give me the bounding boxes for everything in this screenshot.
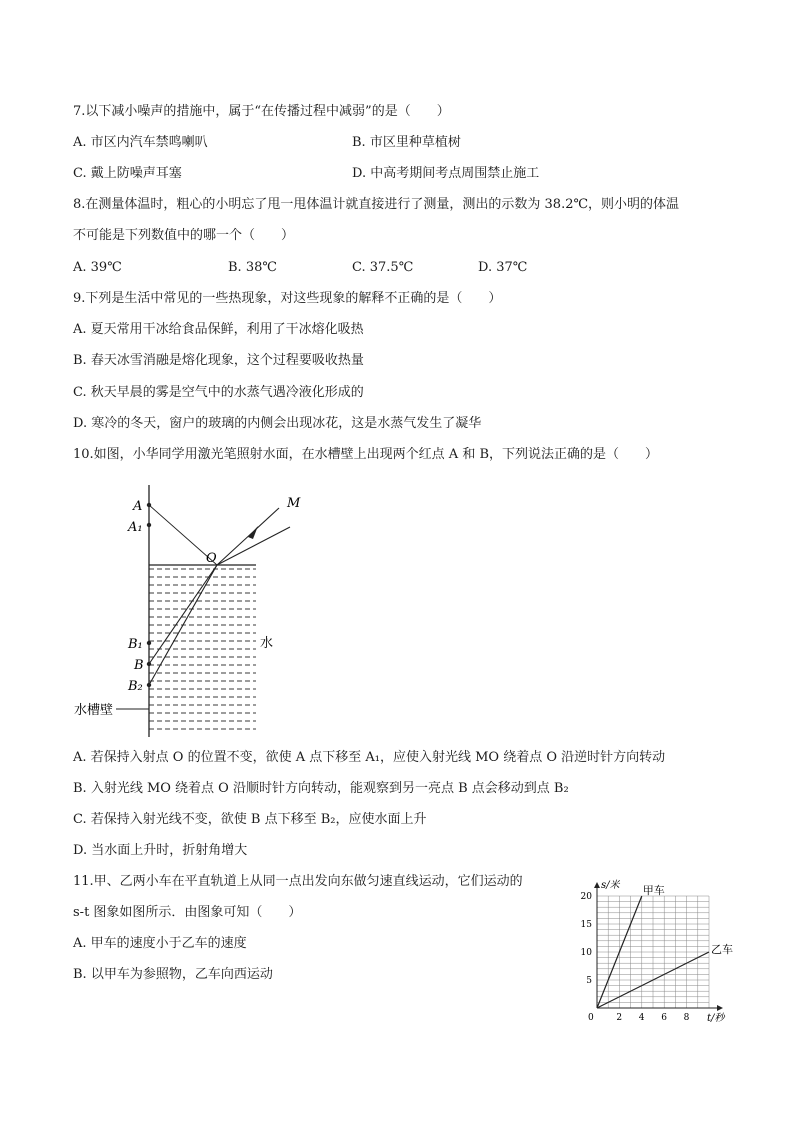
q8-option-b: B. 38℃ (228, 260, 277, 275)
x-tick-label: 8 (683, 1013, 690, 1023)
q10-option-d: D. 当水面上升时，折射角增大 (73, 843, 248, 858)
label-A: A (133, 499, 143, 514)
label-B2: B₂ (128, 679, 143, 694)
q9-stem: 9.下列是生活中常见的一些热现象，对这些现象的解释不正确的是（ ） (73, 291, 502, 306)
y-axis-arrow (594, 882, 600, 888)
point-B2 (147, 683, 151, 687)
point-A (147, 503, 151, 507)
st-chart (575, 872, 733, 1024)
q8-option-d: D. 37℃ (478, 260, 528, 275)
q8-stem-line2: 不可能是下列数值中的哪一个（ ） (73, 228, 295, 243)
label-water: 水 (260, 636, 274, 651)
refraction-figure (60, 485, 320, 740)
x-tick-label: 0 (588, 1013, 594, 1023)
q10-option-c: C. 若保持入射光线不变，欲使 B 点下移至 B₂，应使水面上升 (73, 812, 427, 827)
y-tick-label: 20 (580, 892, 592, 902)
incident-arrow (248, 526, 258, 539)
label-wall: 水槽壁 (74, 703, 114, 718)
y-axis-label: s/米 (601, 880, 620, 891)
q8-option-c: C. 37.5℃ (352, 260, 414, 275)
q7-stem: 7.以下减小噪声的措施中，属于“在传播过程中减弱”的是（ ） (73, 104, 450, 119)
q7-option-b: B. 市区里种草植树 (352, 135, 461, 150)
q7-option-d: D. 中高考期间考点周围禁止施工 (352, 166, 540, 181)
q10-stem: 10.如图，小华同学用激光笔照射水面，在水槽壁上出现两个红点 A 和 B，下列说法正确的是（ ） (73, 447, 659, 462)
label-O: O (206, 551, 217, 566)
incident-ray (217, 508, 279, 565)
x-tick-label: 6 (661, 1013, 667, 1023)
y-tick-label: 10 (580, 948, 592, 958)
label-B1: B₁ (128, 637, 143, 652)
label-B: B (134, 658, 144, 673)
y-tick-label: 5 (586, 976, 592, 986)
point-A1 (147, 523, 151, 527)
point-B1 (147, 641, 151, 645)
point-B (147, 662, 151, 666)
q8-option-a: A. 39℃ (73, 260, 122, 275)
x-tick-label: 4 (638, 1013, 645, 1023)
x-tick-label: 2 (616, 1013, 623, 1023)
series-label: 甲车 (642, 884, 665, 897)
label-M: M (287, 496, 301, 511)
q9-option-d: D. 寒冷的冬天，窗户的玻璃的内侧会出现冰花，这是水蒸气发生了凝华 (73, 416, 482, 431)
q11-option-a: A. 甲车的速度小于乙车的速度 (73, 936, 247, 951)
y-tick-label: 15 (580, 920, 592, 930)
x-axis-arrow (717, 1005, 723, 1011)
q8-stem-line1: 8.在测量体温时，粗心的小明忘了甩一甩体温计就直接进行了测量，测出的示数为 38.2℃，则小明的体温 (73, 197, 680, 212)
q9-option-b: B. 春天冰雪消融是熔化现象，这个过程要吸收热量 (73, 353, 364, 368)
q11-option-b: B. 以甲车为参照物，乙车向西运动 (73, 967, 273, 982)
q9-option-a: A. 夏天常用干冰给食品保鲜，利用了干冰熔化吸热 (73, 322, 364, 337)
q7-option-c: C. 戴上防噪声耳塞 (73, 166, 182, 181)
q10-option-b: B. 入射光线 MO 绕着点 O 沿顺时针方向转动，能观察到另一亮点 B 点会移动到点 B₂ (73, 781, 569, 796)
q11-stem-line2: s-t 图象如图所示．由图象可知（ ） (73, 905, 302, 920)
x-axis-label: t/秒 (707, 1013, 725, 1024)
q11-stem-line1: 11.甲、乙两小车在平直轨道上从同一点出发向东做匀速直线运动，它们运动的 (73, 874, 523, 889)
label-A1: A₁ (128, 520, 143, 535)
q7-option-a: A. 市区内汽车禁鸣喇叭 (73, 135, 208, 150)
series-label: 乙车 (711, 943, 733, 956)
q10-option-a: A. 若保持入射点 O 的位置不变，欲使 A 点下移至 A₁，应使入射光线 MO 绕着点 O 沿逆时针方向转动 (73, 750, 666, 765)
q9-option-c: C. 秋天早晨的雾是空气中的水蒸气遇冷液化形成的 (73, 385, 364, 400)
